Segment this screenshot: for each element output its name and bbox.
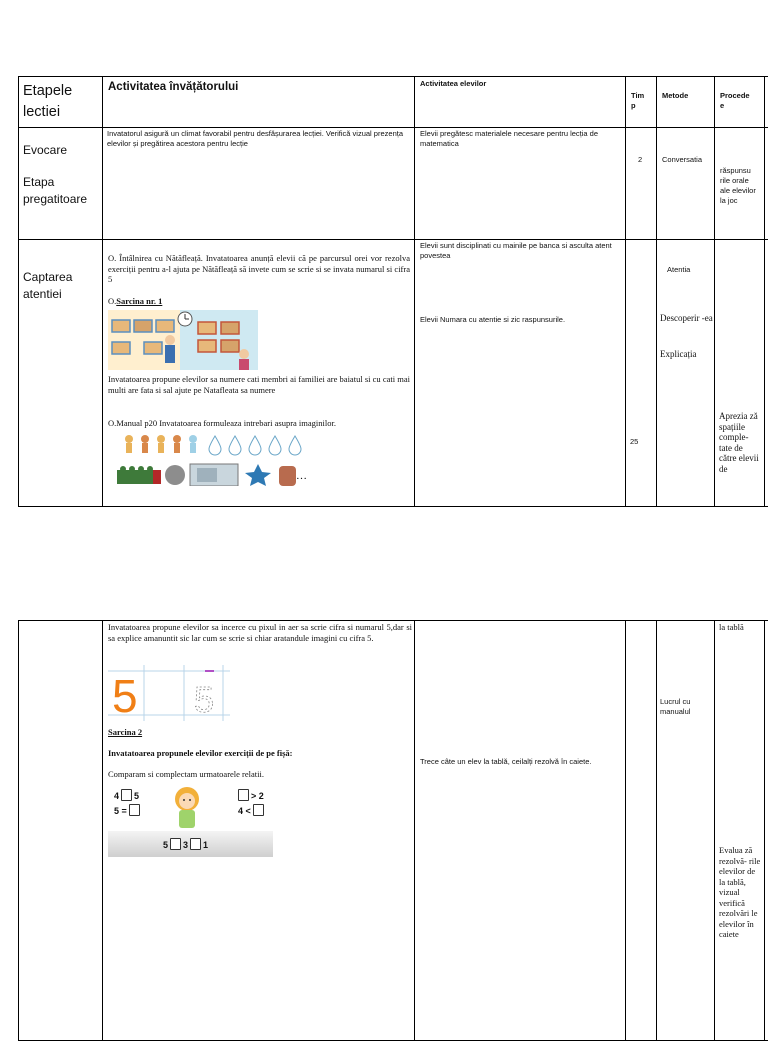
student-activity-evocare: Elevii pregătesc materialele necesare pentru lecția de matematica — [415, 128, 625, 150]
ex-bottom-strip — [108, 831, 273, 857]
digit-five-illustration — [108, 665, 230, 721]
header-teacher-activity: Activitatea învățătorului — [103, 77, 414, 93]
counting-objects — [115, 462, 315, 486]
task1-prefix: O. — [108, 296, 116, 306]
pictures-ellipsis: … — [296, 470, 307, 482]
time-captarea: 25 — [630, 437, 638, 447]
lesson-plan-table-page-2 — [18, 620, 768, 1041]
task1-heading — [108, 296, 162, 307]
digit-five-traced: 5 — [194, 679, 214, 720]
family-illustration — [108, 310, 258, 370]
header-methods: Metode — [657, 77, 714, 101]
teacher-activity-evocare: Invatatorul asigură un climat favorabil pentru desfășurarea lecției. Verifică vizual prezența elevilor și pregătirea acestora pentru lecție — [103, 128, 414, 150]
header-procedures: Procede e — [715, 77, 755, 111]
ex-4-lt-box: 4 < — [238, 804, 266, 816]
procedure-la-tabla: la tablă — [719, 622, 744, 632]
procedure-captarea: Aprezia ză spațiile comple- tate de către elevii de — [719, 411, 759, 474]
answer-box[interactable] — [121, 789, 132, 801]
student-activity-counting: Elevii Numara cu atentie si zic raspunsurile. — [420, 315, 620, 325]
task2-text: Invatatoarea propunele elevilor exerciții de pe fișă: — [108, 748, 292, 759]
method-evocare: Conversatia — [657, 128, 714, 165]
task1-label: Sarcina nr. 1 — [116, 296, 162, 306]
girl-illustration — [170, 785, 204, 831]
teacher-writing-digit: Invatatoarea propune elevilor sa incerce cu pixul in aer sa scrie cifra si numarul 5,dar si sa explice amanuntit sic lar cum se scrie si chiar aratandule imagini cu cifra 5. — [108, 622, 412, 643]
ex-box-gt-2: > 2 — [236, 789, 264, 801]
stage-evocare: Evocare — [19, 142, 71, 159]
answer-box[interactable] — [190, 838, 201, 850]
method-descoperirea: Descoperir -ea — [660, 313, 714, 324]
procedure-evocare: răspunsu rile orale ale elevilor la joc — [715, 128, 758, 206]
teacher-intro: O. Întâlnirea cu Nătăfleață. Invatatoarea anunță elevii că pe parcursul orei vor rezolva exerciții pentru a-l ajuta pe Nătăfleață să invete cum se scrie si se invata numarul si cifra 5 — [108, 253, 410, 285]
row-evocare — [19, 128, 768, 240]
row-captarea — [19, 240, 768, 507]
header-time: Tim p — [626, 77, 652, 111]
answer-box[interactable] — [170, 838, 181, 850]
time-evocare: 2 — [626, 128, 656, 165]
header-student-activity: Activitatea elevilor — [415, 77, 625, 89]
teacher-family-question: Invatatoarea propune elevilor sa numere cati membri ai familiei are baiatul si cu cati mai multi are fata si sal ajute pe Natafleata sa numere — [108, 374, 410, 395]
method-lucrul-cu-manualul: Lucrul cu manualul — [660, 697, 712, 717]
ex-5-box-3-box-1: 5 3 1 — [163, 838, 208, 850]
student-activity-attention: Elevii sunt disciplinati cu mainile pe banca si asculta atent povestea — [420, 241, 620, 261]
header-stage: Etapele lectiei — [19, 77, 102, 123]
digit-five: 5 — [112, 670, 138, 721]
counting-figures-and-drops — [123, 433, 333, 457]
lesson-plan-table-page-1 — [18, 76, 768, 507]
task2-label: Sarcina 2 — [108, 727, 142, 737]
method-atentia: Atentia — [667, 265, 690, 275]
answer-box[interactable] — [129, 804, 140, 816]
header-row — [19, 77, 768, 128]
procedure-evaluation: Evalua ză rezolvă- rile elevilor de la tablă, vizual verifică rezolvări le elevilor în caiete — [719, 845, 761, 940]
ex-4-box-5: 4 5 — [114, 789, 139, 801]
answer-box[interactable] — [238, 789, 249, 801]
stage-captarea-atentiei: Captarea atentiei — [19, 269, 97, 303]
method-explicatia: Explicația — [660, 349, 696, 359]
compare-instruction: Comparam si complectam urmatoarele relatii. — [108, 769, 264, 780]
teacher-manual: O.Manual p20 Invatatoarea formuleaza intrebari asupra imaginilor. — [108, 418, 413, 429]
ex-5-eq-box: 5 = — [114, 804, 142, 816]
comparison-exercise-sheet — [108, 785, 273, 857]
row-continuation — [19, 621, 768, 1041]
student-activity-board: Trece câte un elev la tablă, ceilalți rezolvă în caiete. — [420, 757, 620, 767]
task2-heading — [108, 727, 142, 738]
stage-etapa-pregatitoare: Etapa pregatitoare — [19, 174, 102, 208]
answer-box[interactable] — [253, 804, 264, 816]
